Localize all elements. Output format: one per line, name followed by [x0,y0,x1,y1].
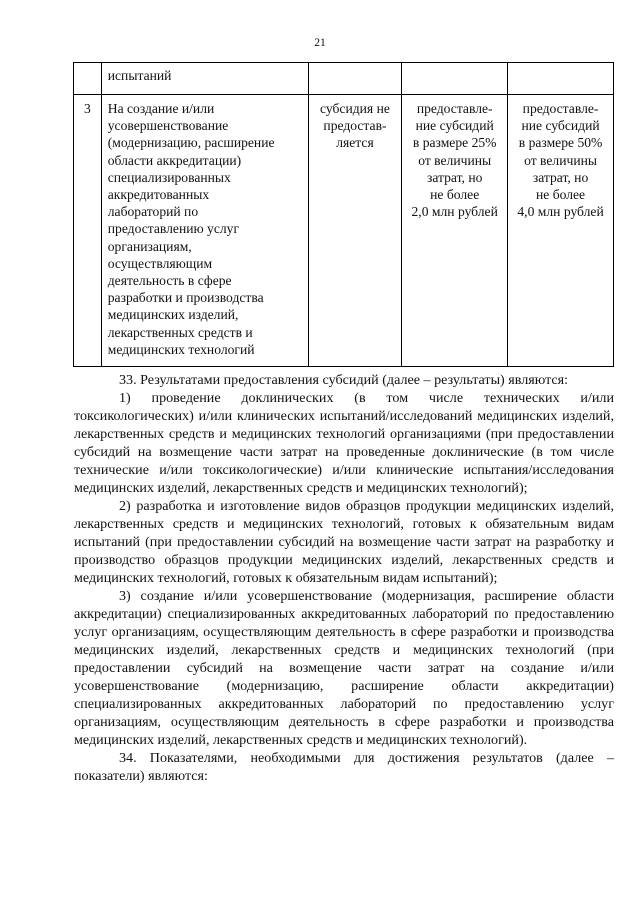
description-line: специализированных [107,169,231,185]
row-number: 3 [83,101,91,116]
row-number-cell [74,95,102,367]
subsidy-line: предостав- [323,118,387,134]
subsidy-line: предоставле- [416,101,493,116]
description-line: организациям, [107,238,192,254]
description-line: усовершенствование [107,118,229,134]
subsidy-cell-b [402,63,508,95]
subsidy-cell-a [308,63,402,95]
description-line: области аккредитации) [107,152,242,168]
description-line: осуществляющим [107,255,213,271]
description-line: медицинских изделий, [107,307,239,323]
description-line: предоставлению услуг [107,221,240,237]
document-body [74,371,614,785]
subsidy-cell-b [402,95,508,367]
subsidy-line: предоставле- [522,101,599,116]
description-line: медицинских технологий [107,341,255,357]
subsidy-line: затрат, но [426,169,483,185]
page-number: 21 [314,37,326,49]
table-row-continued [74,63,614,95]
subsidy-line: от величины [524,152,598,168]
subsidy-line: ние субсидий [415,118,494,134]
subsidy-table [73,62,614,367]
subsidy-line: ние субсидий [521,118,600,134]
subsidy-line: субсидия не [320,101,390,116]
row-description-cell [101,63,308,95]
subsidy-line: не более [536,187,586,203]
paragraph-result-1: 1) проведение доклинических (в том числе технических и/или токсикологических) и/или клинических испытаний/исследований медицинских изделий, лекарственных средств и медицинских технологий организациями (при предоставлении субсидий на возмещение части затрат на проведенные доклинические (в том числе технические и/или токсикологические) и/или клинические испытания/исследования медицинских изделий, лекарственных средств и медицинских технологий); [74,390,614,496]
description-line: лабораторий по [107,204,199,220]
subsidy-cell-c [508,63,614,95]
description-line: испытаний [107,68,172,83]
subsidy-line: в размере 25% [412,135,497,151]
paragraph-34-intro: 34. Показателями, необходимыми для достижения результатов (далее – показатели) являются: [74,750,614,784]
description-line: деятельность в сфере [107,273,232,289]
subsidy-line: 2,0 млн рублей [411,204,498,220]
paragraph-33-intro: 33. Результатами предоставления субсидий (далее – результаты) являются: [119,372,569,388]
description-line: (модернизацию, расширение [107,135,275,151]
table-row [74,95,614,367]
subsidy-line: не более [430,187,480,203]
description-line: лекарственных средств и [107,324,253,340]
paragraph-result-2: 2) разработка и изготовление видов образцов продукции медицинских изделий, лекарственных средств и медицинских технологий, готовых к обязательным видам испытаний (при предоставлении субсидий на возмещение части затрат на разработку и производство образцов продукции медицинских изделий, лекарственных средств и медицинских технологий, готовых к обязательным видам испытаний); [74,498,614,586]
subsidy-line: в размере 50% [518,135,603,151]
description-line: разработки и производства [107,290,264,306]
subsidy-line: затрат, но [532,169,589,185]
description-line: аккредитованных [107,187,210,203]
subsidy-line: ляется [336,135,374,151]
description-line: На создание и/или [107,101,215,116]
row-number-cell [74,63,102,95]
subsidy-line: от величины [418,152,492,168]
subsidy-line: 4,0 млн рублей [517,204,604,220]
paragraph-result-3: 3) создание и/или усовершенствование (модернизация, расширение области аккредитации) специализированных аккредитованных лабораторий по предоставлению услуг организациям, осуществляющим деятельность в сфере разработки и производства медицинских изделий, лекарственных средств и медицинских технологий (при предоставлении субсидий на возмещение части затрат на создание и/или усовершенствование (модернизацию, расширение области аккредитации) специализированных аккредитованных лабораторий по предоставлению услуг организациям, осуществляющим деятельность в сфере разработки и производства медицинских изделий, лекарственных средств и медицинских технологий). [74,588,614,748]
row-description-cell [101,95,308,367]
subsidy-cell-a [308,95,402,367]
subsidy-cell-c [508,95,614,367]
